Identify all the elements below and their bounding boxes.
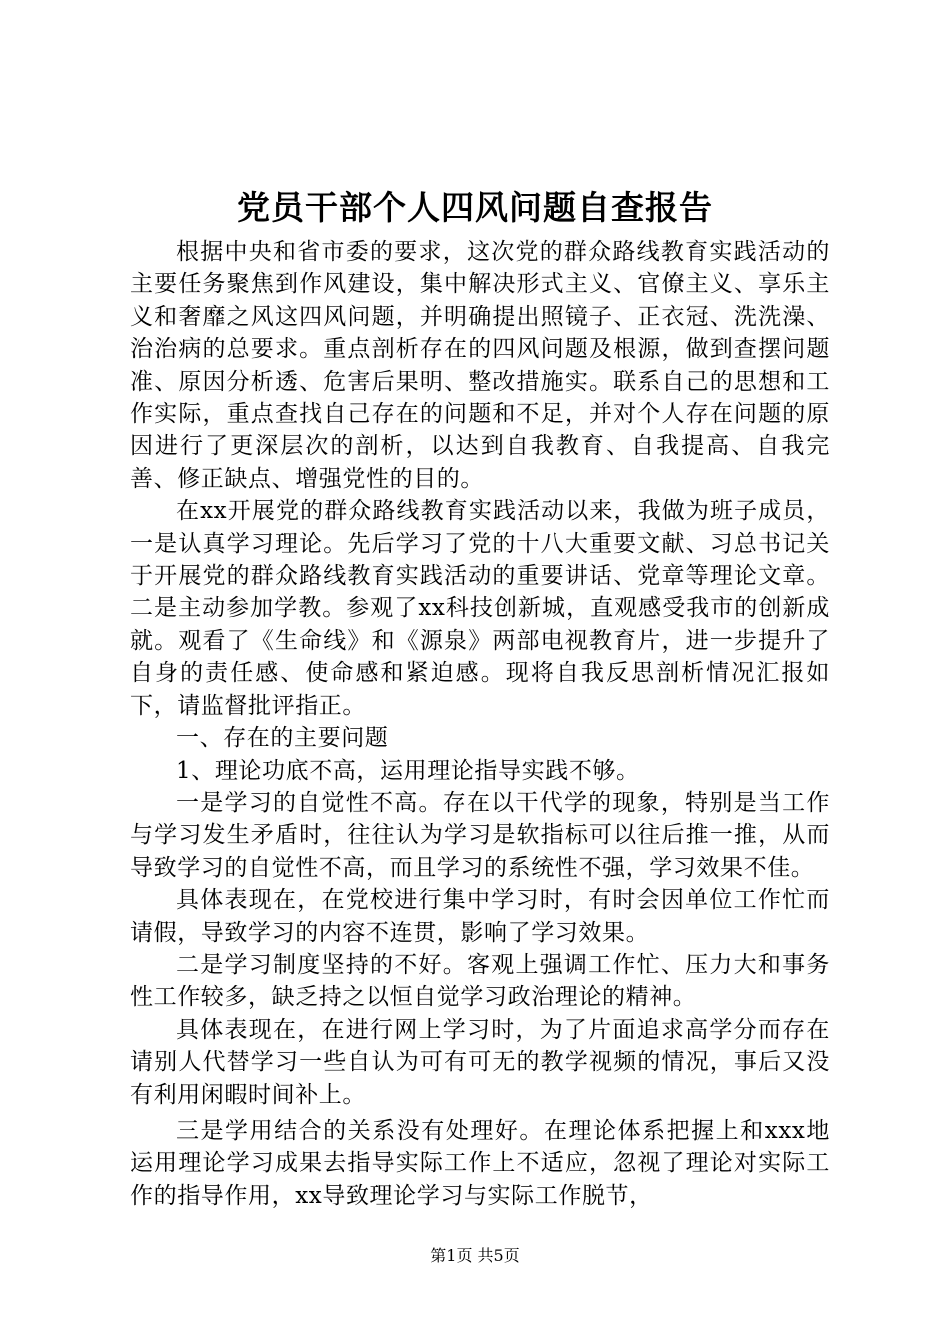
sub-heading: 1、理论功底不高，运用理论指导实践不够。 bbox=[176, 757, 640, 784]
paragraph: 三是学用结合的关系没有处理好。在理论体系把握上和xxx地运用理论学习成果去指导实际工作上不适应，忽视了理论对实际工作的指导作用，xx导致理论学习与实际工作脱节， bbox=[130, 1117, 830, 1209]
paragraph: 二是学习制度坚持的不好。客观上强调工作忙、压力大和事务性工作较多，缺乏持之以恒自觉学习政治理论的精神。 bbox=[130, 951, 830, 1011]
paragraph: 在xx开展党的群众路线教育实践活动以来，我做为班子成员，一是认真学习理论。先后学习了党的十八大重要文献、习总书记关于开展党的群众路线教育实践活动的重要讲话、党章等理论文章。二是主动参加学教。参观了xx科技创新城，直观感受我市的创新成就。观看了《生命线》和《源泉》两部电视教育片，进一步提升了自身的责任感、使命感和紧迫感。现将自我反思剖析情况汇报如下，请监督批评指正。 bbox=[130, 498, 830, 719]
paragraph: 具体表现在，在党校进行集中学习时，有时会因单位工作忙而请假，导致学习的内容不连贯，影响了学习效果。 bbox=[130, 887, 830, 946]
paragraph: 根据中央和省市委的要求，这次党的群众路线教育实践活动的主要任务聚焦到作风建设，集中解决形式主义、官僚主义、享乐主义和奢靡之风这四风问题，并明确提出照镜子、正衣冠、洗洗澡、治治病的总要求。重点剖析存在的四风问题及根源，做到查摆问题准、原因分析透、危害后果明、整改措施实。联系自己的思想和工作实际，重点查找自己存在的问题和不足，并对个人存在问题的原因进行了更深层次的剖析，以达到自我教育、自我提高、自我完善、修正缺点、增强党性的目的。 bbox=[130, 239, 830, 492]
paragraph: 一是学习的自觉性不高。存在以干代学的现象，特别是当工作与学习发生矛盾时，往往认为学习是软指标可以往后推一推，从而导致学习的自觉性不高，而且学习的系统性不强，学习效果不佳。 bbox=[130, 789, 830, 881]
page-number-footer: 第1页 共5页 bbox=[430, 1246, 520, 1265]
paragraph: 具体表现在，在进行网上学习时，为了片面追求高学分而存在请别人代替学习一些自认为可有可无的教学视频的情况，事后又没有利用闲暇时间补上。 bbox=[130, 1016, 830, 1108]
section-heading: 一、存在的主要问题 bbox=[176, 725, 389, 752]
document-body bbox=[130, 236, 830, 1212]
document-title: 党员干部个人四风问题自查报告 bbox=[237, 188, 713, 227]
